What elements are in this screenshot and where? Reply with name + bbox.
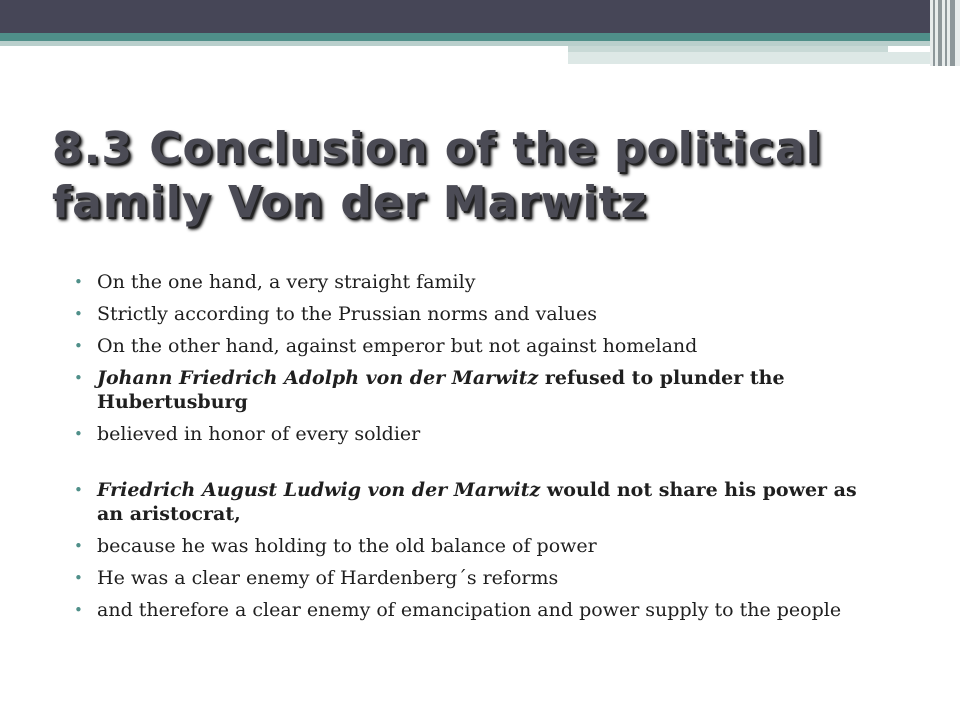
bullet-text: believed in honor of every soldier xyxy=(97,423,421,445)
decorative-stripes xyxy=(930,0,960,66)
bullet-icon: • xyxy=(74,425,83,443)
bullet-icon: • xyxy=(74,537,83,555)
list-item xyxy=(72,302,872,326)
bullet-text: On the one hand, a very straight family xyxy=(97,271,476,293)
bullet-list xyxy=(72,270,872,630)
slide-title-line-2: family Von der Marwitz xyxy=(52,177,648,228)
slide-title-line-1: 8.3 Conclusion of the political xyxy=(52,123,822,174)
bullet-text: On the other hand, against emperor but not against homeland xyxy=(97,335,698,357)
list-item xyxy=(72,566,872,590)
list-item xyxy=(72,270,872,294)
bullet-icon: • xyxy=(74,569,83,587)
bullet-icon: • xyxy=(74,337,83,355)
list-item xyxy=(72,598,872,622)
bullet-icon: • xyxy=(74,601,83,619)
list-item xyxy=(72,422,872,446)
bullet-text: because he was holding to the old balance of power xyxy=(97,535,597,557)
bullet-icon: • xyxy=(74,369,83,387)
bullet-icon: • xyxy=(74,273,83,291)
person-name: Johann Friedrich Adolph von der Marwitz xyxy=(97,367,539,389)
bullet-icon: • xyxy=(74,481,83,499)
header-bar xyxy=(0,0,960,33)
bullet-text: would not share his power as an aristocrat, xyxy=(97,479,857,525)
list-item xyxy=(72,534,872,558)
list-item xyxy=(72,478,872,526)
slide-title xyxy=(52,122,912,230)
bullet-text: and therefore a clear enemy of emancipation and power supply to the people xyxy=(97,599,842,621)
header-accent-band xyxy=(0,33,960,41)
bullet-text: He was a clear enemy of Hardenberg´s reforms xyxy=(97,567,559,589)
person-name: Friedrich August Ludwig von der Marwitz xyxy=(97,479,541,501)
list-item xyxy=(72,334,872,358)
list-item xyxy=(72,366,872,414)
bullet-icon: • xyxy=(74,305,83,323)
bullet-text: refused to plunder the Hubertusburg xyxy=(97,367,785,413)
bullet-text: Strictly according to the Prussian norms and values xyxy=(97,303,598,325)
header-right-band-lower xyxy=(568,52,960,64)
